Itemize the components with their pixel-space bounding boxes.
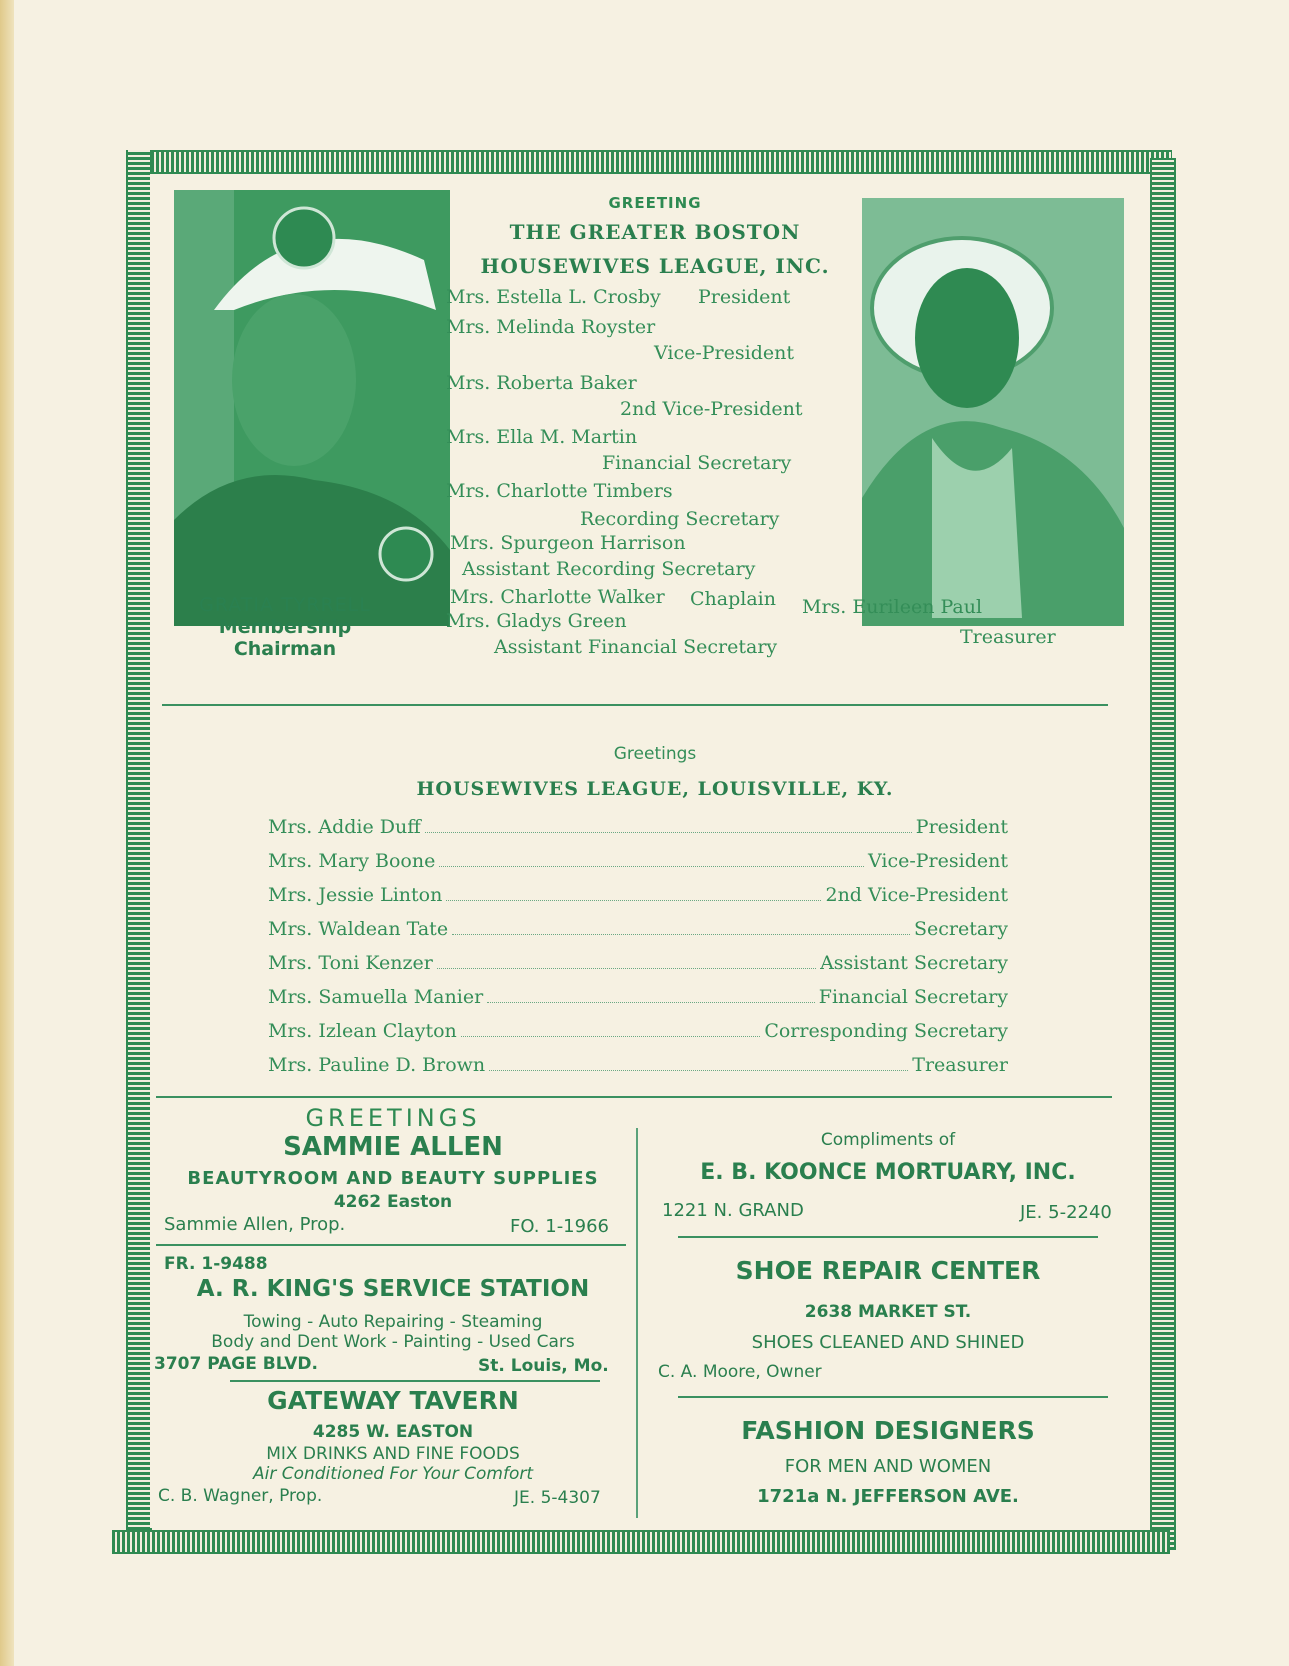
louisville-officer-5-title: Assistant Secretary — [820, 952, 1008, 974]
louisville-officer-3-name: Mrs. Jessie Linton — [268, 884, 443, 906]
shoe-address: 2638 MARKET ST. — [804, 1302, 972, 1322]
boston-greeting: GREETING — [608, 194, 702, 212]
gateway-address: 4285 W. EASTON — [312, 1422, 474, 1442]
koonce-compliments: Compliments of — [820, 1130, 956, 1150]
louisville-row-8 — [268, 1054, 1008, 1078]
king-phone: FR. 1-9488 — [164, 1254, 268, 1274]
leader-dots — [437, 968, 816, 969]
louisville-row-6 — [268, 986, 1008, 1010]
leader-dots — [446, 900, 821, 901]
boston-officer-2-name: Mrs. Melinda Royster — [446, 316, 656, 338]
king-address: 3707 PAGE BLVD. — [154, 1354, 318, 1374]
louisville-greeting: Greetings — [613, 744, 697, 764]
leader-dots — [461, 1036, 761, 1037]
right-photo-role: Treasurer — [960, 626, 1056, 648]
louisville-officer-3-title: 2nd Vice-President — [825, 884, 1008, 906]
louisville-officer-2-name: Mrs. Mary Boone — [268, 850, 436, 872]
king-city: St. Louis, Mo. — [478, 1356, 609, 1376]
boston-officer-2-title: Vice-President — [654, 342, 794, 364]
boston-org-line2: HOUSEWIVES LEAGUE, INC. — [480, 254, 830, 278]
ornamental-border-right — [1150, 158, 1176, 1550]
boston-officer-4-name: Mrs. Ella M. Martin — [446, 426, 638, 448]
sammie-name: SAMMIE ALLEN — [283, 1132, 503, 1162]
sammie-prop: Sammie Allen, Prop. — [164, 1214, 346, 1235]
king-line1: Towing - Auto Repairing - Steaming — [243, 1312, 543, 1332]
louisville-officer-4-name: Mrs. Waldean Tate — [268, 918, 449, 940]
fashion-name: FASHION DESIGNERS — [741, 1416, 1035, 1445]
louisville-org: HOUSEWIVES LEAGUE, LOUISVILLE, KY. — [416, 778, 894, 800]
right-photo-name: Mrs. Eurileen Paul — [802, 596, 983, 618]
boston-officer-7-title: Chaplain — [690, 588, 776, 610]
boston-officer-1-name: Mrs. Estella L. Crosby — [446, 286, 661, 308]
boston-officer-5-name: Mrs. Charlotte Timbers — [446, 480, 673, 502]
louisville-officer-6-name: Mrs. Samuella Manier — [268, 986, 484, 1008]
boston-officer-6-name: Mrs. Spurgeon Harrison — [450, 532, 686, 554]
gateway-phone: JE. 5-4307 — [514, 1488, 601, 1508]
left-photo-name: GRATIA TYRRELL — [199, 594, 371, 616]
leader-dots — [439, 866, 864, 867]
leader-dots — [425, 832, 912, 833]
louisville-row-3 — [268, 884, 1008, 908]
louisville-officer-5-name: Mrs. Toni Kenzer — [268, 952, 433, 974]
louisville-officer-6-title: Financial Secretary — [818, 986, 1008, 1008]
divider-1 — [162, 704, 1108, 706]
shoe-name: SHOE REPAIR CENTER — [735, 1256, 1041, 1285]
louisville-officer-7-title: Corresponding Secretary — [764, 1020, 1008, 1042]
leader-dots — [452, 934, 910, 935]
koonce-phone: JE. 5-2240 — [1020, 1202, 1112, 1223]
koonce-name: E. B. KOONCE MORTUARY, INC. — [700, 1160, 1076, 1185]
louisville-row-5 — [268, 952, 1008, 976]
boston-officer-6-title: Assistant Recording Secretary — [462, 558, 756, 580]
boston-officer-5-title: Recording Secretary — [580, 508, 780, 530]
photo-gratia-tyrrell — [174, 190, 450, 626]
louisville-row-2 — [268, 850, 1008, 874]
shoe-owner: C. A. Moore, Owner — [658, 1362, 822, 1382]
boston-officer-7-name: Mrs. Charlotte Walker — [450, 586, 665, 608]
left-photo-role: Membership Chairman — [218, 616, 352, 660]
louisville-row-4 — [268, 918, 1008, 942]
fashion-address: 1721a N. JEFFERSON AVE. — [757, 1486, 1019, 1507]
ornamental-border-left — [126, 150, 152, 1550]
boston-officer-3-title: 2nd Vice-President — [620, 398, 803, 420]
louisville-officer-7-name: Mrs. Izlean Clayton — [268, 1020, 457, 1042]
koonce-address: 1221 N. GRAND — [662, 1200, 804, 1221]
louisville-officer-2-title: Vice-President — [868, 850, 1008, 872]
sammie-address: 4262 Easton — [333, 1192, 453, 1212]
louisville-row-7 — [268, 1020, 1008, 1044]
divider-right-2 — [678, 1396, 1108, 1398]
boston-officer-8-name: Mrs. Gladys Green — [446, 610, 627, 632]
louisville-row-1 — [268, 816, 1008, 840]
boston-org-line1: THE GREATER BOSTON — [509, 220, 801, 244]
sammie-phone: FO. 1-1966 — [510, 1216, 609, 1237]
leader-dots — [489, 1070, 908, 1071]
ornamental-border-bottom — [112, 1530, 1170, 1554]
louisville-officer-1-name: Mrs. Addie Duff — [268, 816, 421, 838]
louisville-officer-1-title: President — [915, 816, 1008, 838]
louisville-officer-4-title: Secretary — [913, 918, 1008, 940]
sammie-line: BEAUTYROOM AND BEAUTY SUPPLIES — [187, 1168, 599, 1189]
boston-officer-3-name: Mrs. Roberta Baker — [446, 372, 637, 394]
king-line2: Body and Dent Work - Painting - Used Cars — [211, 1332, 575, 1352]
gateway-prop: C. B. Wagner, Prop. — [158, 1486, 323, 1506]
photo-eurileen-paul — [862, 198, 1124, 626]
left-photo-caption — [170, 594, 400, 660]
fashion-line: FOR MEN AND WOMEN — [784, 1456, 992, 1477]
boston-officer-1-title: President — [698, 286, 791, 308]
shoe-line: SHOES CLEANED AND SHINED — [751, 1332, 1025, 1353]
program-page — [150, 174, 1148, 1528]
ornamental-border-top — [126, 150, 1172, 174]
boston-officer-4-title: Financial Secretary — [602, 452, 792, 474]
louisville-officer-8-title: Treasurer — [912, 1054, 1008, 1076]
divider-2 — [156, 1096, 1112, 1098]
page-edge — [0, 0, 14, 1666]
king-name: A. R. KING'S SERVICE STATION — [196, 1276, 590, 1302]
divider-right-1 — [678, 1236, 1098, 1238]
divider-left-1 — [156, 1244, 626, 1246]
sammie-greeting: GREETINGS — [305, 1104, 481, 1132]
boston-officer-8-title: Assistant Financial Secretary — [494, 636, 778, 658]
louisville-officer-8-name: Mrs. Pauline D. Brown — [268, 1054, 486, 1076]
leader-dots — [487, 1002, 815, 1003]
gateway-line2: Air Conditioned For Your Comfort — [252, 1464, 534, 1484]
gateway-name: GATEWAY TAVERN — [267, 1386, 519, 1415]
gateway-line1: MIX DRINKS AND FINE FOODS — [266, 1444, 520, 1464]
divider-left-2 — [230, 1380, 600, 1382]
